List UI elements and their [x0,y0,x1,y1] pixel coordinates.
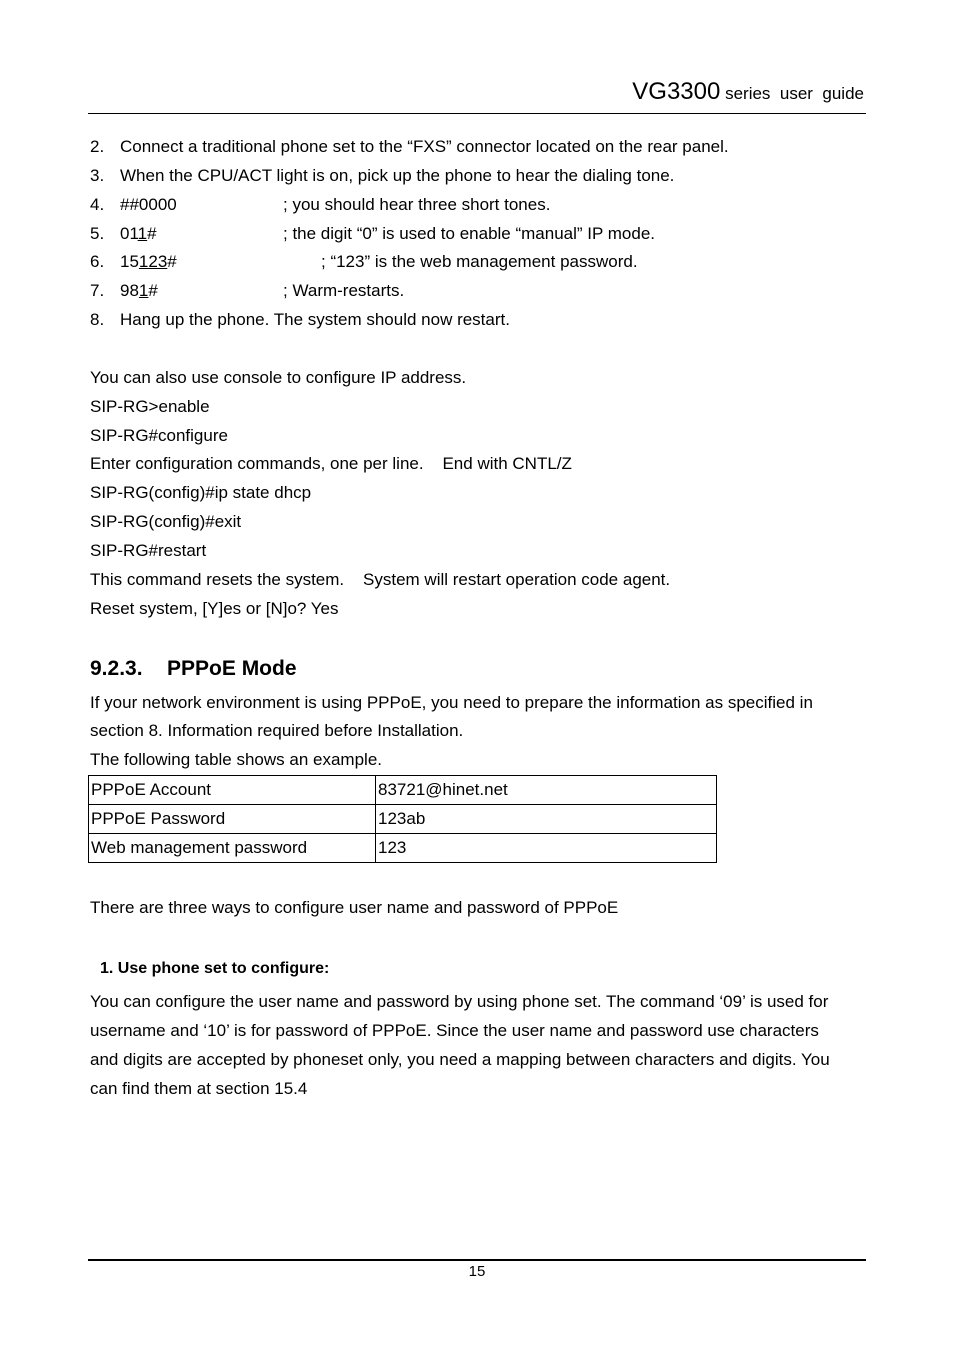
step-comment: ; the digit “0” is used to enable “manual” IP mode. [283,224,655,243]
table-row [89,805,717,834]
table-intro: The following table shows an example. [90,750,382,769]
console-line: SIP-RG#configure [90,426,228,445]
console-line: Reset system, [Y]es or [N]o? Yes [90,599,339,618]
table-row [89,834,717,863]
section-paragraph-line: If your network environment is using PPPoE, you need to prepare the information as specified in [90,693,813,712]
step-number: 7. [90,281,105,300]
step-number: 4. [90,195,105,214]
table-row [89,776,717,805]
subheading: 1. Use phone set to configure: [100,960,330,977]
table-cell: Web management password [89,834,376,863]
console-line: This command resets the system. System will restart operation code agent. [90,570,671,589]
paragraph-line: You can configure the user name and password by using phone set. The command ‘09’ is used for [90,992,829,1011]
console-intro: You can also use console to configure IP address. [90,368,467,387]
console-line: SIP-RG>enable [90,397,210,416]
table-cell: 123 [376,834,717,863]
section-title: PPPoE Mode [167,657,297,680]
running-header [632,78,864,106]
table-cell: 123ab [376,805,717,834]
section-paragraph-line: section 8. Information required before Installation. [90,721,464,740]
step-code: 15123# [120,252,177,271]
step-number: 6. [90,252,105,271]
step-number: 8. [90,310,105,329]
header-subtitle: series user guide [720,84,864,103]
pppoe-example-table [88,775,717,863]
console-line: SIP-RG(config)#exit [90,512,242,531]
step-number: 5. [90,224,105,243]
console-line: SIP-RG#restart [90,541,207,560]
paragraph-line: and digits are accepted by phoneset only, you need a mapping between characters and digits. You [90,1050,830,1069]
table-cell: PPPoE Password [89,805,376,834]
paragraph-line: can find them at section 15.4 [90,1079,308,1098]
step-comment: ; “123” is the web management password. [321,252,638,271]
step-code: 981# [120,281,158,300]
section-number: 9.2.3. [90,657,143,680]
step-text: When the CPU/ACT light is on, pick up the phone to hear the dialing tone. [120,166,675,185]
step-number: 2. [90,137,105,156]
table-cell: PPPoE Account [89,776,376,805]
step-comment: ; you should hear three short tones. [283,195,551,214]
step-text: Connect a traditional phone set to the “FXS” connector located on the rear panel. [120,137,729,156]
step-number: 3. [90,166,105,185]
step-code: 011# [120,224,157,243]
console-line: Enter configuration commands, one per line. End with CNTL/Z [90,454,572,473]
step-text: Hang up the phone. The system should now restart. [120,310,510,329]
ways-sentence: There are three ways to configure user name and password of PPPoE [90,898,619,917]
footer-rule [88,1259,866,1261]
table-cell: 83721@hinet.net [376,776,717,805]
header-product: VG3300 [632,78,721,105]
header-rule [88,113,866,114]
section-heading [90,657,297,681]
console-line: SIP-RG(config)#ip state dhcp [90,483,312,502]
step-comment: ; Warm-restarts. [283,281,405,300]
page-number: 15 [468,1263,486,1280]
paragraph-line: username and ‘10’ is for password of PPPoE. Since the user name and password use characters [90,1021,819,1040]
step-code: ##0000 [120,195,177,214]
